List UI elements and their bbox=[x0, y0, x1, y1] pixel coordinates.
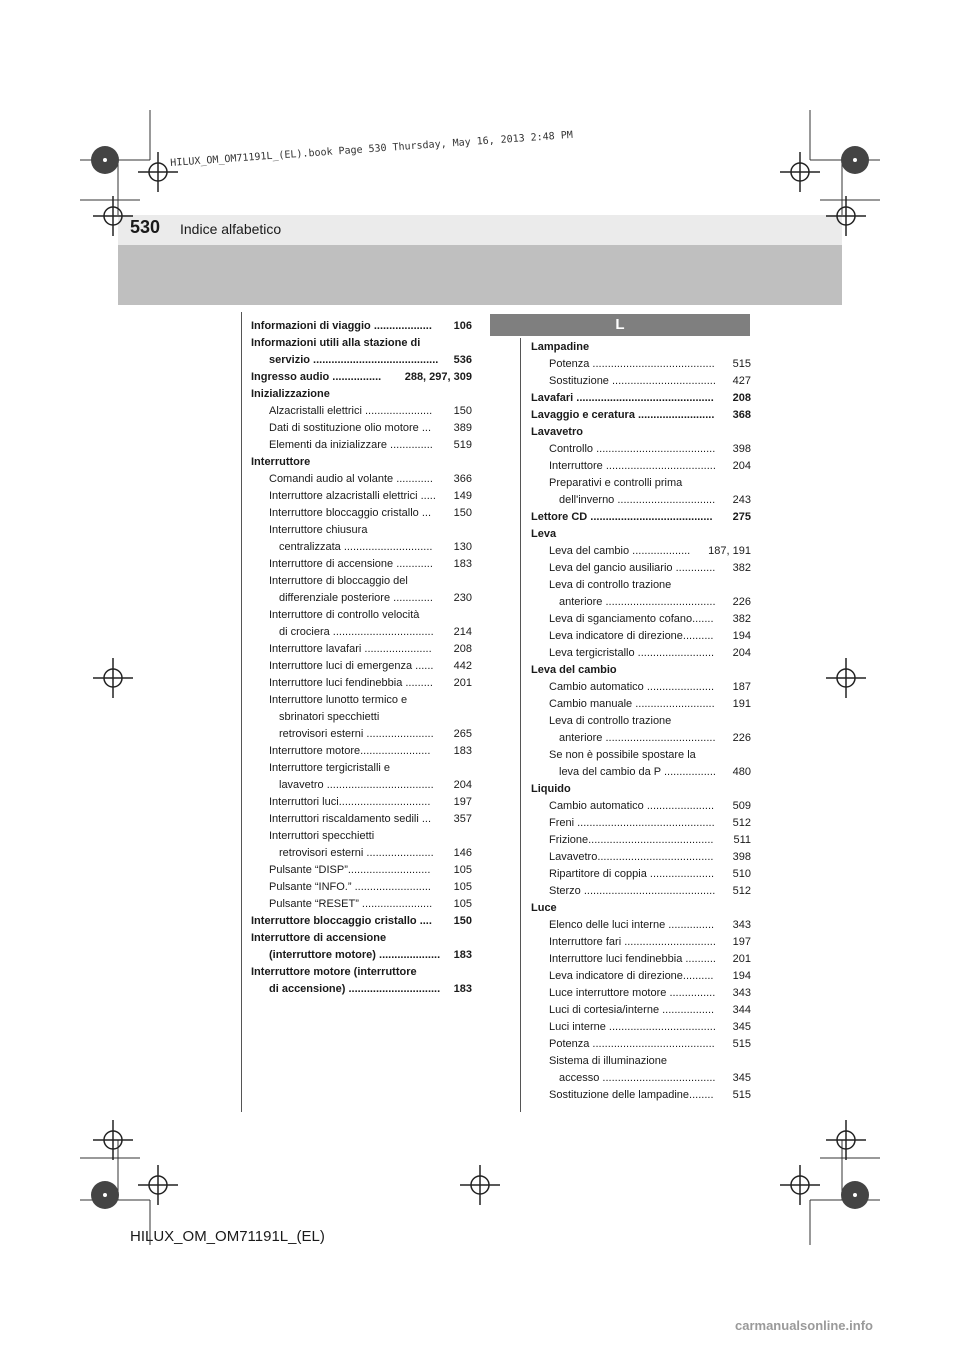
index-entry-page: 208 bbox=[453, 643, 472, 655]
index-entry-page: 515 bbox=[732, 1038, 751, 1050]
index-entry-page: 106 bbox=[453, 320, 472, 332]
index-entry-leader: ........................................ bbox=[589, 1038, 715, 1050]
index-entry-text: di crociera bbox=[279, 626, 330, 638]
index-entry-text: Liquido bbox=[531, 783, 571, 795]
index-entry-text: Interruttore lavafari bbox=[269, 643, 362, 655]
index-entry-page: 226 bbox=[732, 596, 751, 608]
index-entry-page: 510 bbox=[732, 868, 751, 880]
index-entry-leader: ...... bbox=[412, 660, 434, 672]
index-entry-page: 204 bbox=[732, 460, 751, 472]
index-entry-page: 105 bbox=[453, 898, 472, 910]
index-entry-text: Elementi da inizializzare bbox=[269, 439, 387, 451]
index-entry-leader: ................................ bbox=[614, 494, 716, 506]
index-entry-page: 480 bbox=[732, 766, 751, 778]
index-entry-page: 519 bbox=[453, 439, 472, 451]
index-entry-text: Leva del cambio bbox=[549, 545, 630, 557]
index-entry-leader: ................ bbox=[329, 371, 382, 383]
index-entry-page: 536 bbox=[453, 354, 472, 366]
index-entry-leader: ........................... bbox=[347, 864, 431, 876]
document-id: HILUX_OM_OM71191L_(EL) bbox=[130, 1228, 325, 1245]
index-entry-page: 442 bbox=[453, 660, 472, 672]
index-entry-text: sbrinatori specchietti bbox=[279, 711, 380, 723]
index-entry-text: Cambio automatico bbox=[549, 681, 644, 693]
index-entry-page: 194 bbox=[732, 970, 751, 982]
index-entry-leader: .................................... bbox=[602, 460, 716, 472]
index-entry-leader: ........................................ bbox=[589, 358, 715, 370]
index-entry-page: 389 bbox=[453, 422, 472, 434]
index-entry-page: 208 bbox=[732, 392, 751, 404]
index-entry-leader: .......... bbox=[682, 970, 714, 982]
index-entry-text: Interruttore alzacristalli elettrici bbox=[269, 490, 418, 502]
index-entry-page: 194 bbox=[732, 630, 751, 642]
index-entry-text: Lavaggio e ceratura bbox=[531, 409, 635, 421]
index-entry-text: accesso bbox=[559, 1072, 600, 1084]
index-entry-leader: ...................... bbox=[361, 643, 432, 655]
index-entry-page: 366 bbox=[453, 473, 472, 485]
index-entry-page: 150 bbox=[453, 915, 472, 927]
index-entry-page: 398 bbox=[732, 443, 751, 455]
index-entry-leader: .............................. bbox=[621, 936, 716, 948]
index-entry-page: 183 bbox=[453, 949, 472, 961]
index-entry-page: 509 bbox=[732, 800, 751, 812]
index-entry-leader: .......................... bbox=[632, 698, 715, 710]
index-entry-text: Luci interne bbox=[549, 1021, 606, 1033]
index-entry-text: leva del cambio da P bbox=[559, 766, 661, 778]
index-entry-text: Leva del cambio bbox=[531, 664, 617, 676]
index-entry-text: Lavavetro bbox=[549, 851, 598, 863]
index-entry-page: 243 bbox=[732, 494, 751, 506]
index-entry-leader: .......... bbox=[682, 630, 714, 642]
index-entry-text: Interruttore tergicristalli e bbox=[269, 762, 391, 774]
index-entry-text: (interruttore motore) bbox=[269, 949, 376, 961]
index-entry-text: Lampadine bbox=[531, 341, 590, 353]
index-entry-page: 105 bbox=[453, 881, 472, 893]
index-entry-leader: ............... bbox=[665, 919, 715, 931]
index-entry-text: Leva indicatore di direzione bbox=[549, 970, 683, 982]
index-entry-text: Alzacristalli elettrici bbox=[269, 405, 362, 417]
index-entry-text: Pulsante “DISP” bbox=[269, 864, 348, 876]
index-entry-text: Inizializzazione bbox=[251, 388, 330, 400]
index-entry-text: Informazioni utili alla stazione di bbox=[251, 337, 421, 349]
index-entry-text: Interruttore bloccaggio cristallo bbox=[251, 915, 417, 927]
index-entry-text: Sostituzione bbox=[549, 375, 609, 387]
index-entry-text: Dati di sostituzione olio motore bbox=[269, 422, 419, 434]
index-entry-leader: ............................................. bbox=[574, 817, 715, 829]
index-entry-page: 368 bbox=[732, 409, 751, 421]
page-number: 530 bbox=[130, 217, 161, 237]
index-entry-text: Lettore CD bbox=[531, 511, 588, 523]
index-entry-page: 511 bbox=[733, 834, 751, 846]
index-entry-page: 105 bbox=[453, 864, 472, 876]
index-entry-leader: ......................... bbox=[634, 409, 715, 421]
index-entry-page: 204 bbox=[732, 647, 751, 659]
index-entry-text: dell'inverno bbox=[559, 494, 615, 506]
index-entry-page: 265 bbox=[453, 728, 472, 740]
index-entry-text: Luci di cortesia/interne bbox=[549, 1004, 660, 1016]
index-entry-page: 197 bbox=[732, 936, 751, 948]
index-entry-text: Sterzo bbox=[549, 885, 581, 897]
index-entry-leader: ............. bbox=[390, 592, 433, 604]
index-entry-leader: ........................................... bbox=[580, 885, 716, 897]
index-entry-leader: .................................... bbox=[602, 596, 716, 608]
index-entry-leader: ................. bbox=[659, 1004, 715, 1016]
index-entry-page: 204 bbox=[453, 779, 472, 791]
index-entry-leader: ............................................. bbox=[573, 392, 714, 404]
index-entry-leader: ...................................... bbox=[597, 851, 714, 863]
index-entry-page: 357 bbox=[453, 813, 472, 825]
index-entry-leader: .............................. bbox=[338, 796, 431, 808]
index-entry-page: 201 bbox=[732, 953, 751, 965]
index-entry-page: 214 bbox=[453, 626, 472, 638]
index-entry-leader: ...................... bbox=[363, 728, 434, 740]
index-entry-text: Luce bbox=[531, 902, 557, 914]
index-entry-page: 187 bbox=[732, 681, 751, 693]
index-entry-page: 230 bbox=[453, 592, 472, 604]
index-entry-page: 382 bbox=[732, 562, 751, 574]
index-entry-leader: .............................. bbox=[345, 983, 441, 995]
index-entry-leader: ................................. bbox=[329, 626, 434, 638]
index-entry-text: Leva di controllo trazione bbox=[549, 715, 672, 727]
index-entry-leader: ......................... bbox=[351, 881, 431, 893]
index-entry-page: 187, 191 bbox=[708, 545, 751, 557]
index-entry-page: 183 bbox=[453, 558, 472, 570]
index-entry-text: Sistema di illuminazione bbox=[549, 1055, 667, 1067]
index-entry-text: Comandi audio al volante bbox=[269, 473, 394, 485]
index-entry-text: Leva di controllo trazione bbox=[549, 579, 672, 591]
index-entry-leader: ......................... bbox=[634, 647, 715, 659]
index-entry-text: Leva del gancio ausiliario bbox=[549, 562, 673, 574]
index-entry-leader: ...................... bbox=[643, 800, 715, 812]
index-entry-text: Interruttori luci bbox=[269, 796, 339, 808]
index-entry-leader: ................... bbox=[370, 320, 432, 332]
index-entry-page: 345 bbox=[732, 1072, 751, 1084]
index-entry-leader: .... bbox=[416, 915, 432, 927]
site-watermark: carmanualsonline.info bbox=[735, 1318, 873, 1333]
index-entry-leader: ................................... bbox=[323, 779, 434, 791]
index-entry-text: Interruttore di controllo velocità bbox=[269, 609, 420, 621]
index-entry-page: 150 bbox=[453, 507, 472, 519]
index-entry-text: Interruttore motore (interruttore bbox=[251, 966, 417, 978]
index-entry-text: Interruttore di bloccaggio del bbox=[269, 575, 408, 587]
index-entry-page: 149 bbox=[453, 490, 472, 502]
index-entry-page: 197 bbox=[453, 796, 472, 808]
index-entry-leader: ....... bbox=[692, 613, 714, 625]
index-entry-text: Leva di sganciamento cofano bbox=[549, 613, 693, 625]
index-entry-text: Luce interruttore motore bbox=[549, 987, 667, 999]
index-entry-leader: ................... bbox=[629, 545, 691, 557]
index-entry-text: Potenza bbox=[549, 1038, 590, 1050]
index-entry-page: 398 bbox=[732, 851, 751, 863]
index-entry-text: Cambio automatico bbox=[549, 800, 644, 812]
index-entry-text: Freni bbox=[549, 817, 575, 829]
index-entry-text: servizio bbox=[269, 354, 310, 366]
index-entry-page: 288, 297, 309 bbox=[404, 371, 472, 383]
index-entry-text: Informazioni di viaggio bbox=[251, 320, 371, 332]
index-entry-page: 183 bbox=[453, 745, 472, 757]
index-entry-text: Sostituzione delle lampadine bbox=[549, 1089, 690, 1101]
index-entry-leader: ....................... bbox=[358, 898, 433, 910]
index-entry-leader: ............ bbox=[393, 473, 433, 485]
index-entry-leader: ..... bbox=[417, 490, 436, 502]
index-entry-text: anteriore bbox=[559, 732, 603, 744]
index-entry-text: Leva tergicristallo bbox=[549, 647, 635, 659]
index-entry-leader: ............................. bbox=[340, 541, 433, 553]
index-entry-leader: ......................................... bbox=[588, 834, 714, 846]
index-entry-page: 146 bbox=[453, 847, 472, 859]
index-entry-text: Elenco delle luci interne bbox=[549, 919, 666, 931]
index-entry-text: Leva indicatore di direzione bbox=[549, 630, 683, 642]
index-entry-page: 130 bbox=[453, 541, 472, 553]
index-entry-text: Interruttore bbox=[251, 456, 311, 468]
index-letter-band: L bbox=[490, 314, 750, 336]
index-entry-text: Interruttori riscaldamento sedili bbox=[269, 813, 419, 825]
index-entry-leader: ........................................ bbox=[587, 511, 713, 523]
index-entry-text: Se non è possibile spostare la bbox=[549, 749, 696, 761]
index-entry-leader: .................................... bbox=[602, 732, 716, 744]
index-entry-page: 382 bbox=[732, 613, 751, 625]
index-entry-text: Leva bbox=[531, 528, 557, 540]
index-entry-text: Ingresso audio bbox=[251, 371, 330, 383]
index-entry-leader: ................................... bbox=[605, 1021, 716, 1033]
index-entry-text: Lavafari bbox=[531, 392, 574, 404]
index-entry-text: lavavetro bbox=[279, 779, 324, 791]
index-entry-text: Ripartitore di coppia bbox=[549, 868, 647, 880]
index-entry-text: anteriore bbox=[559, 596, 603, 608]
index-entry-page: 150 bbox=[453, 405, 472, 417]
index-entry-leader: .................................. bbox=[608, 375, 716, 387]
index-entry-text: Cambio manuale bbox=[549, 698, 633, 710]
index-entry-page: 226 bbox=[732, 732, 751, 744]
index-entry-text: Pulsante “RESET” bbox=[269, 898, 359, 910]
index-entry-text: Interruttore di accensione bbox=[269, 558, 394, 570]
index-entry-leader: .......... bbox=[682, 953, 716, 965]
index-entry-page: 515 bbox=[732, 358, 751, 370]
index-entry-page: 201 bbox=[453, 677, 472, 689]
index-entry-page: 183 bbox=[453, 983, 472, 995]
index-entry-text: Preparativi e controlli prima bbox=[549, 477, 683, 489]
index-entry-leader: ... bbox=[418, 507, 432, 519]
index-entry-text: Pulsante “INFO.” bbox=[269, 881, 352, 893]
index-entry-text: Potenza bbox=[549, 358, 590, 370]
index-entry-leader: ....................... bbox=[360, 745, 431, 757]
index-entry-leader: .............. bbox=[387, 439, 433, 451]
index-entry-leader: ......... bbox=[402, 677, 433, 689]
index-entry-page: 343 bbox=[732, 987, 751, 999]
index-entry-leader: ............... bbox=[666, 987, 716, 999]
index-entry-leader: ............. bbox=[672, 562, 716, 574]
index-entry-leader: .................... bbox=[375, 949, 441, 961]
index-entry-text: differenziale posteriore bbox=[279, 592, 391, 604]
index-entry-leader: ......................................... bbox=[309, 354, 439, 366]
index-entry-leader: ... bbox=[418, 422, 432, 434]
index-entry-text: Interruttore fari bbox=[549, 936, 622, 948]
index-entry-page: 344 bbox=[732, 1004, 751, 1016]
index-entry-text: Interruttore lunotto termico e bbox=[269, 694, 408, 706]
index-entry-text: retrovisori esterni bbox=[279, 847, 364, 859]
index-entry-leader: ...................... bbox=[643, 681, 715, 693]
index-entry-text: Interruttore bbox=[549, 460, 603, 472]
index-entry-leader: ...................... bbox=[363, 847, 434, 859]
index-entry-leader: ..................................... bbox=[599, 1072, 716, 1084]
index-entry-text: Interruttore luci di emergenza bbox=[269, 660, 413, 672]
index-entry-page: 191 bbox=[732, 698, 751, 710]
index-entry-page: 345 bbox=[732, 1021, 751, 1033]
index-entry-leader: ...................... bbox=[361, 405, 433, 417]
index-entry-leader: ... bbox=[418, 813, 432, 825]
book-info-line: HILUX_OM_OM71191L_(EL).book Page 530 Thursday, May 16, 2013 2:48 PM bbox=[170, 129, 574, 169]
index-entry-text: Frizione bbox=[549, 834, 589, 846]
index-entry-text: Interruttore di accensione bbox=[251, 932, 387, 944]
index-entry-leader: ........ bbox=[689, 1089, 714, 1101]
index-entry-leader: ............ bbox=[393, 558, 433, 570]
index-entry-page: 427 bbox=[732, 375, 751, 387]
section-title: Indice alfabetico bbox=[180, 221, 282, 237]
index-entry-page: 512 bbox=[732, 817, 751, 829]
index-entry-text: Interruttore luci fendinebbia bbox=[549, 953, 683, 965]
index-entry-text: Controllo bbox=[549, 443, 594, 455]
index-entry-text: Interruttori specchietti bbox=[269, 830, 375, 842]
index-entry-text: centralizzata bbox=[279, 541, 341, 553]
index-entry-leader: ....................................... bbox=[593, 443, 716, 455]
index-entry-text: Interruttore chiusura bbox=[269, 524, 368, 536]
index-entry-page: 515 bbox=[732, 1089, 751, 1101]
index-entry-text: retrovisori esterni bbox=[279, 728, 364, 740]
index-entry-leader: ..................... bbox=[646, 868, 715, 880]
index-entry-page: 275 bbox=[732, 511, 751, 523]
index-entry-leader: ................. bbox=[660, 766, 716, 778]
index-entry-text: di accensione) bbox=[269, 983, 346, 995]
index-entry-text: Interruttore luci fendinebbia bbox=[269, 677, 403, 689]
index-entry-text: Interruttore bloccaggio cristallo bbox=[269, 507, 419, 519]
index-entry-page: 512 bbox=[732, 885, 751, 897]
index-entry-text: Lavavetro bbox=[531, 426, 583, 438]
index-entry-page: 343 bbox=[732, 919, 751, 931]
index-entry-text: Interruttore motore bbox=[269, 745, 361, 757]
